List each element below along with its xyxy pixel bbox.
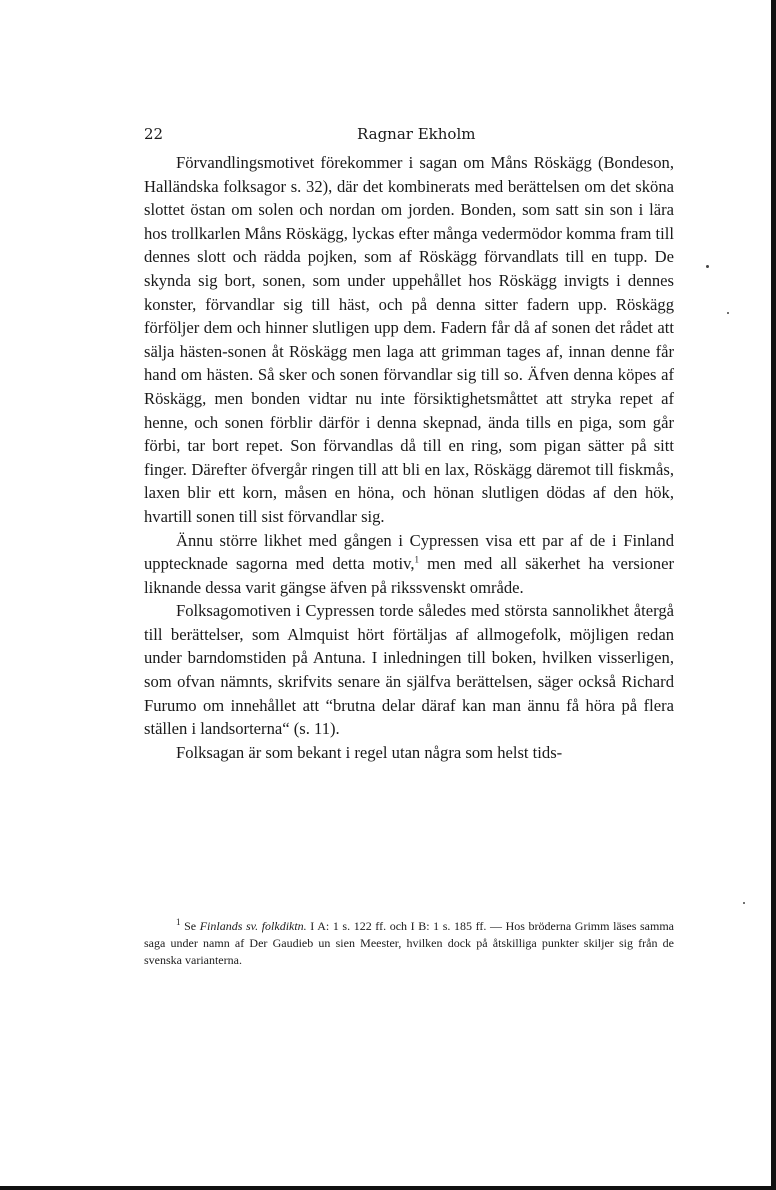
scan-speck bbox=[706, 265, 709, 268]
footnote-text: I A: 1 s. 122 ff. och I B: 1 s. 185 ff. — Hos bröderna Grimm läses samma saga under namn af Der Gaudieb un sien Meester, hvilken dock på åtskilliga punkter skiljer sig från de svenska varianterna. bbox=[144, 919, 674, 967]
page-edge-bottom bbox=[0, 1186, 776, 1190]
page-number: 22 bbox=[144, 125, 164, 143]
scan-speck bbox=[743, 902, 745, 904]
paragraph: Folksagomotiven i Cypressen torde således med största sannolikhet återgå till berättelser, som Almquist hört förtäljas af allmogefolk, möjligen redan under barndomstiden på Antuna. I inledningen till boken, hvilken visserligen, som ofvan nämnts, skrifvits senare än själfva berättelsen, säger också Richard Furumo om innehållet att “brutna delar däraf kan man ännu få höra på flera ställen i landsorterna“ (s. 11). bbox=[144, 601, 674, 739]
paragraph: Folksagan är som bekant i regel utan några som helst tids- bbox=[176, 742, 563, 762]
scan-speck bbox=[727, 312, 729, 314]
footnote bbox=[144, 918, 674, 968]
page-edge-right bbox=[771, 0, 776, 1190]
paragraph-text: Ännu större likhet med gången i Cypressen visa ett par af de i Finland upptecknade sagorna med detta motiv, bbox=[144, 530, 674, 574]
footnote-source-title: Finlands sv. folkdiktn. bbox=[199, 919, 307, 933]
paragraph-text: men med all säkerhet ha versioner liknande dessa varit gängse äfven på rikssvenskt område. bbox=[144, 554, 674, 597]
footnote-text: Se bbox=[184, 919, 200, 933]
body-text bbox=[144, 151, 674, 764]
footnote-reference[interactable]: 1 bbox=[414, 554, 419, 565]
paragraph: Förvandlingsmotivet förekommer i sagan om Måns Röskägg (Bondeson, Halländska folksagor s. 32), där det kombinerats med berättelsen om det sköna slottet östan om solen och nordan om jorden. Bonden, som satt sin son i lära hos trollkarlen Måns Röskägg, lyckas efter många vedermödor komma fram till dennes slott och rädda pojken, som af Röskägg förvandlats till en tupp. De skynda sig bort, sonen, som under uppehållet hos Röskägg invigts i dennes konster, förvandlar sig till häst, och på denna sitter fadern upp. Röskägg förföljer dem och hinner slutligen upp dem. Fadern får då af sonen det rådet att sälja hästen-sonen åt Röskägg men laga att grimman tages af, innan denne får hand om hästen. Så sker och sonen förvandlar sig till so. Äfven denna köpes af Röskägg, men bonden vidtar nu inte försiktighetsmåttet att stryka repet af henne, och sonen förblir därför i denna skepnad, ända tills en piga, som går förbi, tar bort repet. Son förvandlas då till en ring, som pigan sätter på sitt finger. Därefter öfvergår ringen till att bli en lax, Röskägg däremot till fiskmås, laxen blir ett korn, måsen en höna, och hönan slutligen dödas af den hök, hvartill sonen till sist förvandlar sig. bbox=[144, 153, 674, 526]
running-head: Ragnar Ekholm bbox=[357, 125, 476, 143]
footnotes bbox=[144, 918, 674, 968]
footnote-mark: 1 bbox=[176, 917, 181, 927]
paragraph bbox=[144, 529, 674, 600]
